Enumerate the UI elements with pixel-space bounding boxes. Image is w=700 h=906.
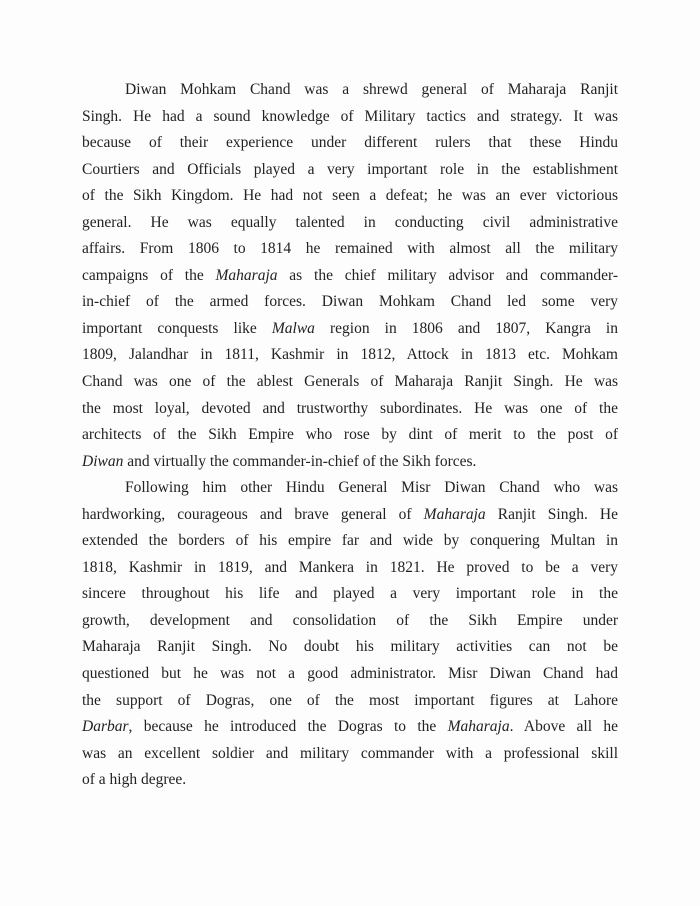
text-segment: Following him other Hindu General Misr Diwan Chand who was [125,479,618,497]
text-line [82,688,618,715]
text-line [82,210,618,237]
text-segment: hardworking, courageous and brave general of [82,505,424,523]
text-line [82,104,618,131]
text-segment: Diwan Mohkam Chand was a shrewd general of Maharaja Ranjit [125,81,618,98]
italic-term: Malwa [271,319,315,337]
text-segment: Chand was one of the ablest Generals of Maharaja Ranjit Singh. He was [82,373,618,391]
text-line [82,661,618,688]
text-line [82,236,618,263]
text-line [82,581,618,608]
text-line [82,634,618,661]
text-segment: questioned but he was not a good administrator. Misr Diwan Chand had [82,665,618,683]
text-line [82,741,618,768]
text-segment: as the chief military advisor and commander- [277,266,618,284]
text-line [82,289,618,316]
text-segment: , because he introduced the Dogras to the [128,718,448,736]
text-line [82,183,618,210]
italic-term: Maharaja [215,266,278,284]
text-segment: in-chief of the armed forces. Diwan Mohkam Chand led some very [82,293,618,311]
text-segment: architects of the Sikh Empire who rose by dint of merit to the post of [82,426,618,444]
text-line [82,449,618,476]
text-line [82,342,618,369]
text-line [82,396,618,423]
text-line [82,77,618,104]
text-line [82,422,618,449]
italic-term: Diwan [82,452,124,470]
text-line [82,714,618,741]
text-line [82,130,618,157]
paragraph [82,475,618,794]
text-line [82,767,618,794]
text-segment: growth, development and consolidation of the Sikh Empire under [82,611,618,629]
text-segment: because of their experience under different rulers that these Hindu [82,134,618,152]
text-segment: 1818, Kashmir in 1819, and Mankera in 1821. He proved to be a very [82,558,618,576]
text-segment: important conquests like [82,319,272,337]
text-line [82,475,618,502]
text-segment: sincere throughout his life and played a very important role in the [82,585,618,603]
paragraph [82,77,618,475]
text-line [82,316,618,343]
text-segment: extended the borders of his empire far and wide by conquering Multan in [82,532,618,550]
text-segment: Courtiers and Officials played a very important role in the establishment [82,160,618,178]
text-segment: the most loyal, devoted and trustworthy subordinates. He was one of the [82,399,618,417]
text-segment: Singh. He had a sound knowledge of Military tactics and strategy. It was [82,107,618,125]
text-line [82,502,618,529]
italic-term: Darbar [82,718,129,736]
text-line [82,263,618,290]
text-segment: . Above all he [509,718,618,736]
text-segment: and virtually the commander-in-chief of the Sikh forces. [123,452,477,470]
italic-term: Maharaja [447,718,510,736]
text-segment: the support of Dogras, one of the most important figures at Lahore [82,691,618,709]
text-segment: affairs. From 1806 to 1814 he remained with almost all the military [82,240,618,258]
text-segment: of a high degree. [82,771,187,789]
text-segment: Ranjit Singh. He [485,505,619,523]
text-segment: was an excellent soldier and military commander with a professional skill [82,744,618,762]
text-segment: Maharaja Ranjit Singh. No doubt his military activities can not be [82,638,618,656]
page-text [82,77,618,794]
text-segment: campaigns of the [82,266,216,284]
text-segment: general. He was equally talented in conducting civil administrative [82,213,618,231]
text-segment: region in 1806 and 1807, Kangra in [314,319,618,337]
italic-term: Maharaja [423,505,486,523]
text-segment: of the Sikh Kingdom. He had not seen a defeat; he was an ever victorious [82,187,618,205]
text-line [82,369,618,396]
text-line [82,608,618,635]
text-segment: 1809, Jalandhar in 1811, Kashmir in 1812, Attock in 1813 etc. Mohkam [82,346,618,364]
text-line [82,528,618,555]
text-line [82,157,618,184]
text-line [82,555,618,582]
